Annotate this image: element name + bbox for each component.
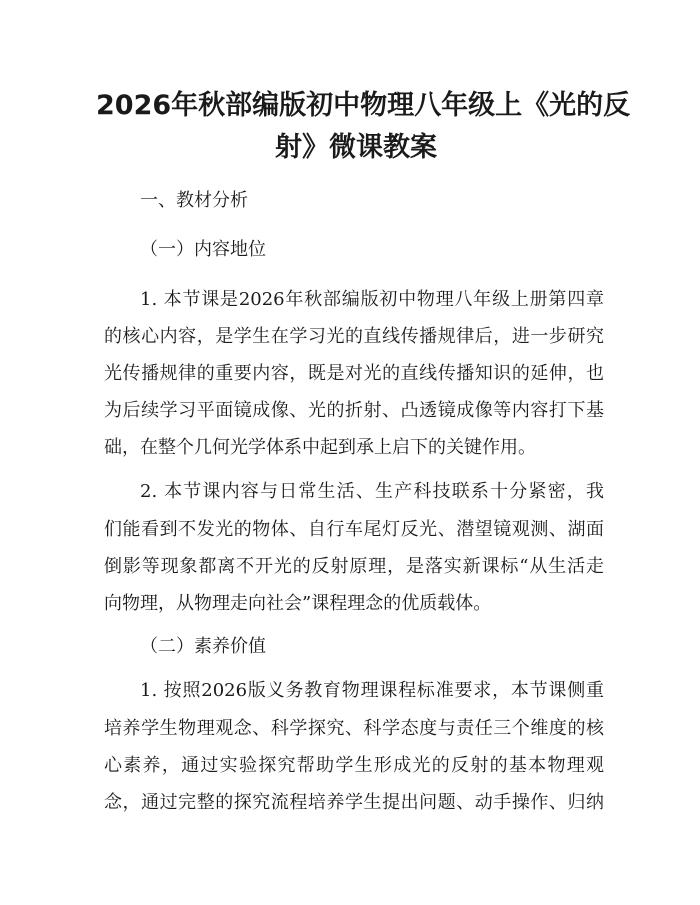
paragraph-2-line: 向物理，从物理走向社会”课程理念的优质载体。	[104, 593, 492, 614]
paragraph-1-line: 1. 本节课是2026年秋部编版初中物理八年级上册第四章	[140, 289, 604, 310]
paragraph-1-line: 为后续学习平面镜成像、光的折射、凸透镜成像等内容打下基	[104, 400, 604, 421]
document-title-line-1: 2026年秋部编版初中物理八年级上《光的反	[96, 90, 631, 121]
paragraph-1-line: 的核心内容，是学生在学习光的直线传播规律后，进一步研究	[104, 326, 604, 347]
paragraph-2-line: 2. 本节课内容与日常生活、生产科技联系十分紧密，我	[140, 481, 604, 502]
paragraph-1-line: 光传播规律的重要内容，既是对光的直线传播知识的延伸，也	[104, 363, 604, 384]
subsection-heading-literacy-value: （二）素养价值	[140, 636, 266, 657]
document-title-line-2: 射》微课教案	[275, 132, 437, 163]
paragraph-1-line: 础，在整个几何光学体系中起到承上启下的关键作用。	[104, 437, 536, 458]
section-heading-textbook-analysis: 一、教材分析	[140, 190, 248, 211]
paragraph-3-line: 培养学生物理观念、科学探究、科学态度与责任三个维度的核	[104, 718, 604, 739]
paragraph-3-line: 念，通过完整的探究流程培养学生提出问题、动手操作、归纳	[104, 792, 604, 813]
paragraph-3-line: 心素养，通过实验探究帮助学生形成光的反射的基本物理观	[104, 755, 604, 776]
paragraph-2-line: 倒影等现象都离不开光的反射原理，是落实新课标“从生活走	[104, 556, 604, 577]
paragraph-3-line: 1. 按照2026版义务教育物理课程标准要求，本节课侧重	[140, 680, 604, 701]
paragraph-2-line: 们能看到不发光的物体、自行车尾灯反光、潜望镜观测、湖面	[104, 519, 604, 540]
subsection-heading-content-position: （一）内容地位	[140, 239, 266, 260]
